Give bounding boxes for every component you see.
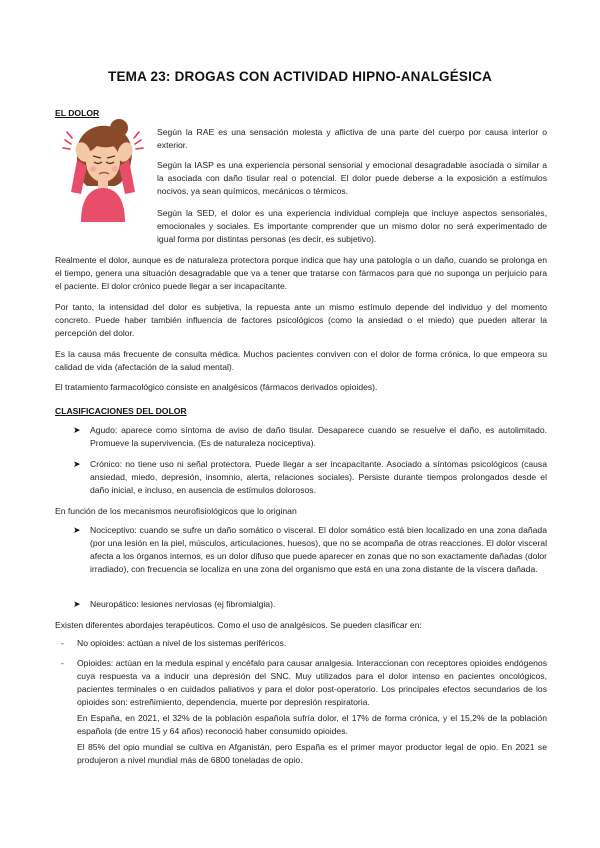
arrow-bullet-icon: ➤ <box>73 425 81 435</box>
bullet-cronico: Crónico: no tiene uso ni señal protectora. Puede llegar a ser incapacitante. Asociado a síntomas psicológicos (causa ansiedad, miedo, depresión, insomnio, alerta, relaciones sociales). Persiste durante tiempos prolongados desde el daño inicial, e incluso, en ausencia de estímulos dolorosos. <box>90 459 547 495</box>
arrow-bullet-icon: ➤ <box>73 459 81 469</box>
document-title: TEMA 23: DROGAS CON ACTIVIDAD HIPNO-ANALGÉSICA <box>108 69 492 84</box>
bullet-agudo: Agudo: aparece como síntoma de aviso de daño tisular. Desaparece cuando se resuelve el daño, es autolimitado. Promueve la supervivencia. (Es de naturaleza nociceptiva). <box>90 425 547 448</box>
paragraph-mecanismos: En función de los mecanismos neurofisiológicos que lo originan <box>55 506 297 516</box>
paragraph-opio-mundial: El 85% del opio mundial se cultiva en Afganistán, pero España es el primer mayor productor legal de opio. En 2021 se produjeron a nivel mundial más de 6800 toneladas de opio. <box>77 742 547 765</box>
paragraph-tratamiento: El tratamiento farmacológico consiste en analgésicos (fármacos derivados opioides). <box>55 382 378 392</box>
section-heading-dolor: EL DOLOR <box>55 108 100 118</box>
headache-illustration <box>57 118 149 222</box>
paragraph-naturaleza: Realmente el dolor, aunque es de naturaleza protectora porque indica que hay una patología o un daño, cuando se prolonga en el tiempo, genera una situación desagradable que va a tener que tratarse con fármacos para que no suponga un perjuicio para el paciente. El dolor crónico puede llegar a ser incapacitante. <box>55 255 547 291</box>
paragraph-consulta: Es la causa más frecuente de consulta médica. Muchos pacientes conviven con el dolor de forma crónica, lo que empeora su calidad de vida (afectación de la salud mental). <box>55 349 547 372</box>
paragraph-intensidad: Por tanto, la intensidad del dolor es subjetiva, la repuesta ante un mismo estímulo depende del individuo y del momento concreto. Puede haber también influencia de factores psicológicos (como la ansiedad o el miedo) que pueden alterar la percepción del dolor. <box>55 302 547 338</box>
paragraph-iasp: Según la IASP es una experiencia personal sensorial y emocional desagradable asociada o similar a la asociada con daño tisular real o potencial. El dolor puede deberse a la exposición a estímulos nocivos, ya sean químicos, mecánicos o térmicos. <box>157 160 547 196</box>
dash-bullet: - <box>61 658 64 668</box>
paragraph-rae: Según la RAE es una sensación molesta y aflictiva de una parte del cuerpo por causa interior o exterior. <box>157 127 547 150</box>
arrow-bullet-icon: ➤ <box>73 525 81 535</box>
list-item-opioides: Opioides: actúan en la medula espinal y encéfalo para causar analgesia. Interaccionan con receptores opioides endógenos cuya respuesta va a inducir una depresión del SNC. Muy utilizados para el dolor intenso en pacientes oncológicos, pacientes terminales o en cuidados paliativos y para el dolor post-operatorio. Los principales efectos secundarios de los opioides son: estreñimiento, dependencia, muerte por depresión respiratoria. <box>77 658 547 707</box>
list-item-no-opioides: No opioides: actúan a nivel de los sistemas periféricos. <box>77 638 287 648</box>
bullet-nociceptivo: Nociceptivo: cuando se sufre un daño somático o visceral. El dolor somático está bien localizado en una zona dañada (por una lesión en la piel, músculos, articulaciones, huesos), que no se acompaña de otras reacciones. El dolor visceral afecta a los órganos internos, es un dolor difuso que puede aparecer en zonas que no son exactamente dañadas (dolor irradiado), con frecuencia se localiza en una zona del organismo que está en una zona distante de la víscera dañada. <box>90 525 547 574</box>
section-heading-clasificaciones: CLASIFICACIONES DEL DOLOR <box>55 406 187 416</box>
paragraph-abordajes: Existen diferentes abordajes terapéuticos. Como el uso de analgésicos. Se pueden clasificar en: <box>55 620 422 630</box>
paragraph-espana: En España, en 2021, el 32% de la población española sufría dolor, el 17% de forma crónica, y el 15,2% de la población española (de entre 15 y 64 años) reconoció haber consumido opioides. <box>77 713 547 736</box>
paragraph-sed: Según la SED, el dolor es una experiencia individual compleja que incluye aspectos sensoriales, emocionales y sociales. Es importante comprender que un mismo dolor no será experimentado de igual forma por distintas personas (es decir, es subjetivo). <box>157 208 547 244</box>
arrow-bullet-icon: ➤ <box>73 599 81 609</box>
dash-bullet: - <box>61 638 64 648</box>
bullet-neuropatico: Neuropático: lesiones nerviosas (ej fibromialgia). <box>90 599 276 609</box>
